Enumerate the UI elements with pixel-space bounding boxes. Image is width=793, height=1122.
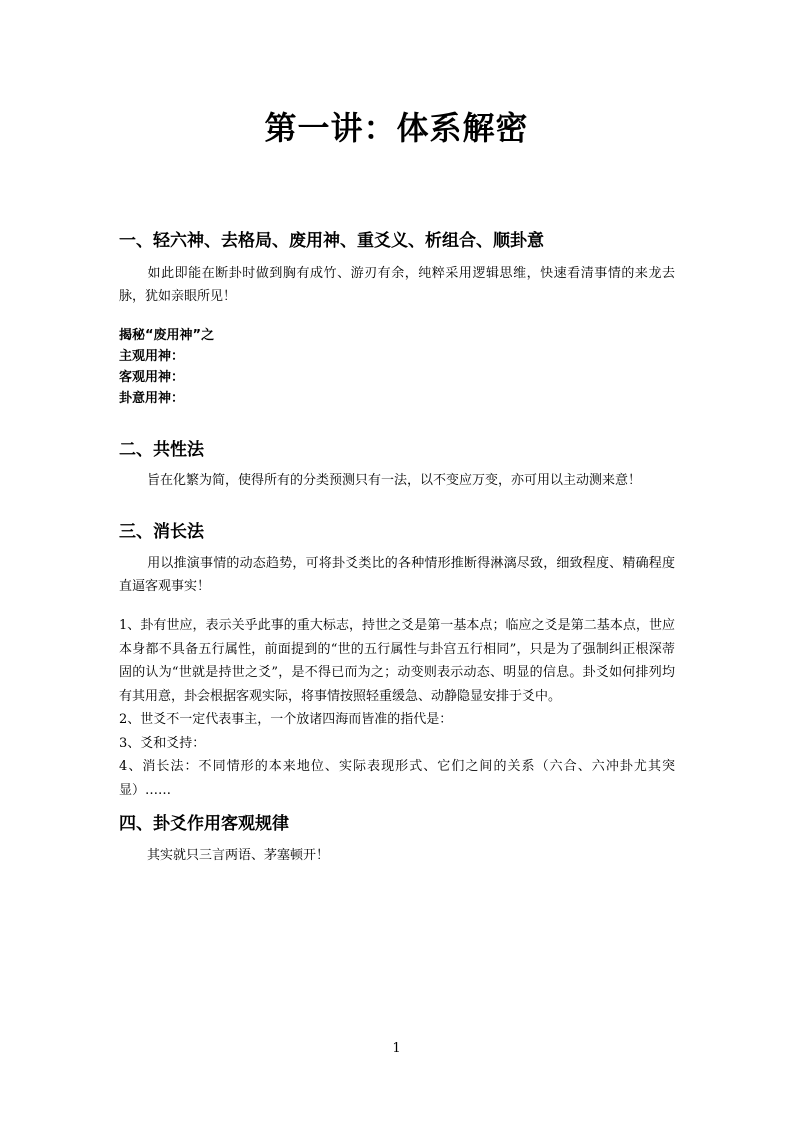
section-1-bold-line-1: 揭秘“废用神”之 xyxy=(119,328,215,343)
section-2-heading: 二、共性法 xyxy=(119,440,204,460)
section-1-bold-line-2: 主观用神： xyxy=(119,349,185,364)
section-1-bold-line-3: 客观用神： xyxy=(119,370,185,385)
list-item: 1、卦有世应，表示关乎此事的重大标志，持世之爻是第一基本点；临应之爻是第二基本点，世应本身都不具备五行属性，前面提到的“世的五行属性与卦宫五行相同”，只是为了强制纠正根深蒂固的认为“世就是持世之爻”，是不得已而为之；动变则表示动态、明显的信息。卦爻如何排列均有其用意，卦会根据客观实际，将事情按照轻重缓急、动静隐显安排于爻中。 xyxy=(119,618,675,704)
section-1-bold-line-4: 卦意用神： xyxy=(119,391,185,406)
section-3-list xyxy=(119,614,675,802)
list-item: 4、消长法：不同情形的本来地位、实际表现形式、它们之间的关系（六合、六冲卦尤其突显）…… xyxy=(119,759,675,798)
list-item: 2、世爻不一定代表事主，一个放诸四海而皆准的指代是： xyxy=(119,712,453,727)
section-4-paragraph-text: 其实就只三言两语、茅塞顿开！ xyxy=(147,848,330,863)
section-2-paragraph-text: 旨在化繁为简，使得所有的分类预测只有一法，以不变应万变，亦可用以主动测来意！ xyxy=(147,473,642,488)
section-3-paragraph-text: 用以推演事情的动态趋势，可将卦爻类比的各种情形推断得淋漓尽致，细致程度、精确程度直逼客观事实！ xyxy=(119,556,675,594)
section-2-paragraph xyxy=(119,469,675,492)
section-4-heading: 四、卦爻作用客观规律 xyxy=(119,814,289,834)
section-1-heading: 一、轻六神、去格局、废用神、重爻义、析组合、顺卦意 xyxy=(119,231,544,251)
section-1-paragraph xyxy=(119,262,675,308)
list-item: 3、爻和爻持： xyxy=(119,735,206,751)
section-3-paragraph xyxy=(119,552,675,598)
section-4-paragraph xyxy=(119,844,675,867)
page-title: 第一讲：体系解密 xyxy=(264,109,529,147)
section-1-paragraph-text: 如此即能在断卦时做到胸有成竹、游刃有余，纯粹采用逻辑思维，快速看清事情的来龙去脉，犹如亲眼所见！ xyxy=(119,266,675,304)
section-3-heading: 三、消长法 xyxy=(119,522,204,542)
page-number: 1 xyxy=(392,1041,401,1056)
